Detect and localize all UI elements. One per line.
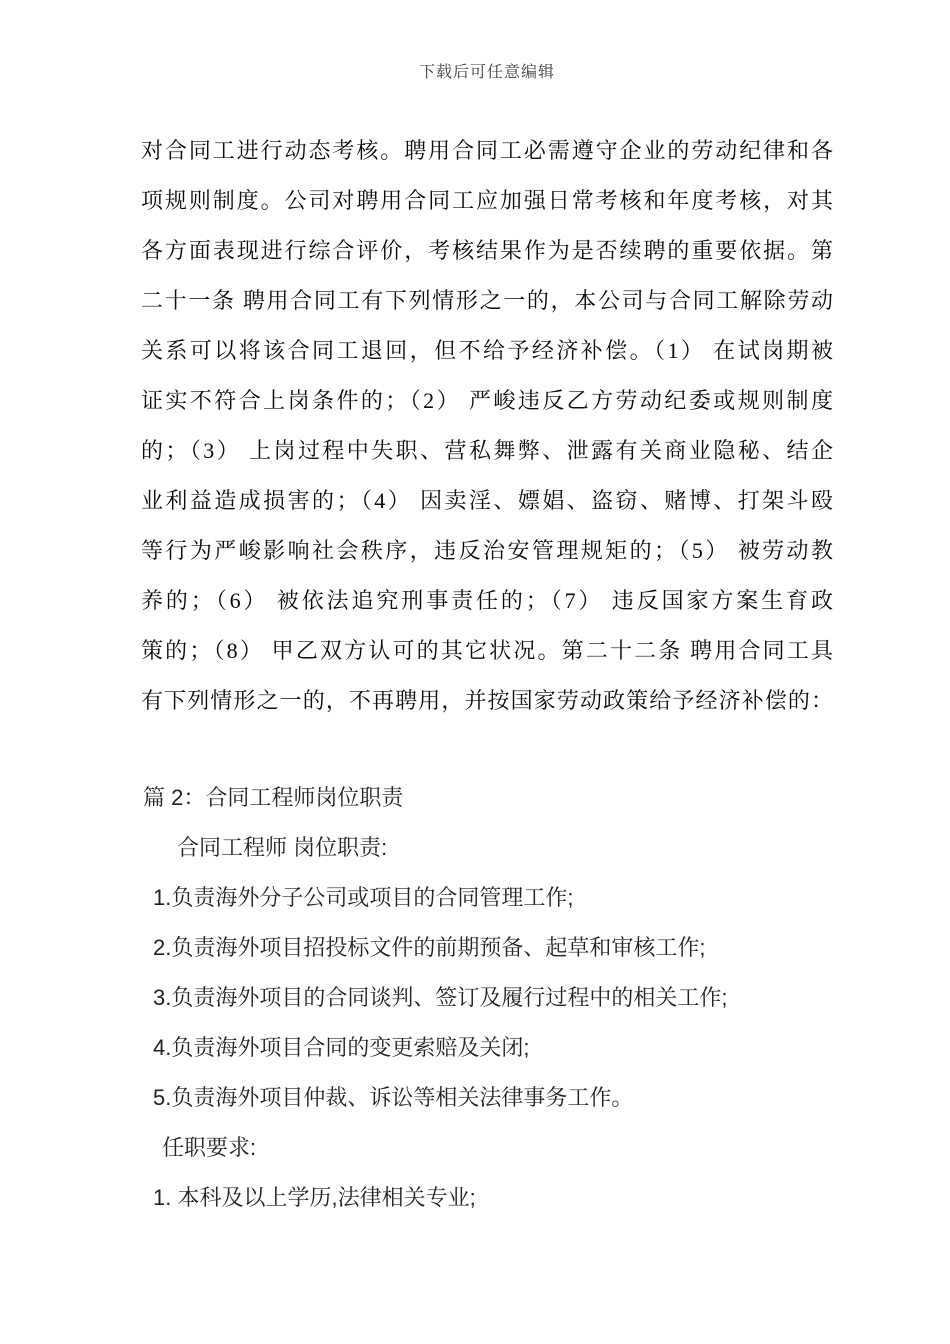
requirements-label: 任职要求: [162, 1135, 257, 1160]
paragraph-line: 二十一条 聘用合同工有下列情形之一的，本公司与合同工解除劳动 [141, 288, 833, 313]
document-header: 下载后可任意编辑 [418, 64, 555, 81]
paragraph-line: 业利益造成损害的；（4） 因卖淫、嫖娼、盗窃、赌博、打架斗殴 [141, 488, 833, 513]
paragraph-line: 对合同工进行动态考核。聘用合同工必需遵守企业的劳动纪律和各 [141, 138, 833, 163]
paragraph-line: 项规则制度。公司对聘用合同工应加强日常考核和年度考核，对其 [141, 188, 833, 213]
main-paragraph [141, 126, 833, 726]
paragraph-line: 证实不符合上岗条件的；（2） 严峻违反乙方劳动纪委或规则制度 [141, 388, 833, 413]
paragraph-line: 关系可以将该合同工退回，但不给予经济补偿。（1） 在试岗期被 [141, 338, 833, 363]
duty-item: 5.负责海外项目仲裁、诉讼等相关法律事务工作。 [153, 1085, 634, 1110]
duty-item: 3.负责海外项目的合同谈判、签订及履行过程中的相关工作; [153, 985, 728, 1010]
paragraph-line: 策的；（8） 甲乙双方认可的其它状况。第二十二条 聘用合同工具 [141, 638, 833, 663]
duty-item: 2.负责海外项目招投标文件的前期预备、起草和审核工作; [153, 935, 706, 960]
paragraph-line: 的；（3） 上岗过程中失职、营私舞弊、泄露有关商业隐秘、结企 [141, 438, 833, 463]
paragraph-line: 等行为严峻影响社会秩序，违反治安管理规矩的；（5） 被劳动教 [141, 538, 833, 563]
duty-item: 4.负责海外项目合同的变更索赔及关闭; [153, 1035, 530, 1060]
paragraph-line: 有下列情形之一的，不再聘用，并按国家劳动政策给予经济补偿的： [141, 688, 833, 713]
section-subheading: 合同工程师 岗位职责: [177, 835, 388, 860]
requirement-item: 1. 本科及以上学历,法律相关专业; [153, 1185, 476, 1210]
paragraph-line: 养的；（6） 被依法追究刑事责任的；（7） 违反国家方案生育政 [141, 588, 833, 613]
duty-item: 1.负责海外分子公司或项目的合同管理工作; [153, 885, 574, 910]
section-2 [141, 773, 881, 1223]
section-heading: 篇 2：合同工程师岗位职责 [143, 785, 404, 810]
paragraph-line: 各方面表现进行综合评价，考核结果作为是否续聘的重要依据。第 [141, 238, 833, 263]
